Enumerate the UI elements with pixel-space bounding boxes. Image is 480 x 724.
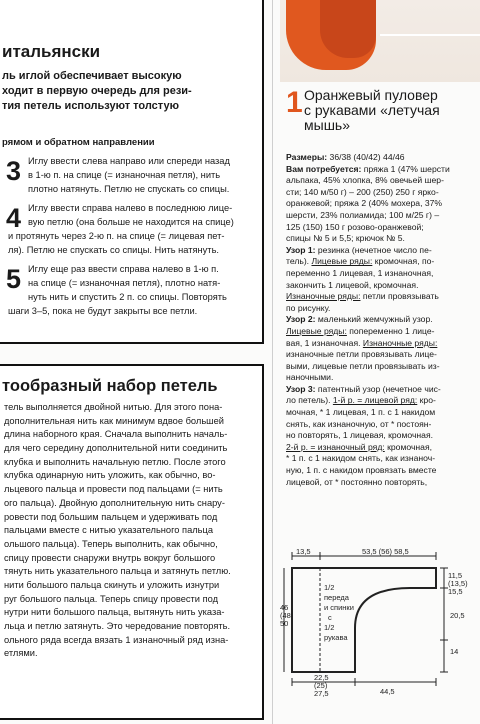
dim-label: 11,5 [448, 571, 463, 580]
instruction-line [286, 233, 450, 245]
instruction-line [286, 395, 450, 407]
dim-label: 15,5 [448, 587, 463, 596]
dim-label: 20,5 [450, 611, 465, 620]
instruction-line [286, 338, 450, 350]
piece-label: с [328, 613, 332, 622]
instruction-line [286, 465, 450, 477]
instruction-text: по рисунку. [286, 302, 331, 313]
body-line: дополнительная нить как минимум вдвое большей [4, 415, 224, 426]
instruction-text: патентный узор (нечетное чис- [315, 383, 441, 394]
body-line: тель выполняется двойной нитью. Для этого пона- [4, 402, 223, 412]
instruction-line [286, 187, 450, 199]
instruction-text: Узор 1: [286, 244, 316, 255]
instruction-text: кромочная, [384, 441, 432, 452]
body-line: спицу провести снаружи внутрь вокруг большого [4, 552, 216, 563]
instruction-text: кромочная, по- [372, 256, 435, 267]
instruction-text: Размеры: [286, 152, 328, 162]
body-line: нити большого пальца скинуть и уложить изнутри [4, 579, 220, 590]
intro-line-1: ль иглой обеспечивает высокую [2, 70, 182, 82]
instruction-line [286, 164, 450, 176]
body-line: ольшого пальца). Теперь выполнить, как обычно, [4, 538, 218, 549]
instruction-text: выми, лицевые петли провязывать из- [286, 360, 440, 371]
intro-line-2: ходит в первую очередь для рези- [2, 85, 192, 97]
instruction-text: Изнаночные ряды: [286, 291, 361, 302]
instruction-line [286, 372, 450, 384]
instruction-line [286, 291, 450, 303]
direction-note: рямом и обратном направлении [2, 137, 155, 148]
instruction-line [286, 419, 450, 431]
body-line: для чего середину дополнительной нити соединить [4, 443, 228, 454]
instruction-text: шерсти, 23% полиамида; 100 м/25 г) – [286, 209, 440, 220]
instruction-text: вая, 1 изнаночная. [286, 337, 363, 348]
step-line: вую петлю (она больше не находится на спице) [28, 217, 234, 227]
step-number: 5 [6, 264, 22, 294]
instruction-line [286, 245, 450, 257]
dim-label: (13,5) [448, 579, 468, 588]
column-divider [272, 0, 273, 724]
instruction-line [286, 477, 450, 489]
body-line: руг большого пальца. Теперь спицу провести под [4, 593, 219, 604]
dim-label: 22,5 [314, 673, 329, 682]
step-line: ля). Петлю не спускать со спицы. Нить натянуть. [8, 245, 219, 255]
instruction-text: * 1 п. с 1 накидом снять, как изнаноч- [286, 453, 436, 464]
product-photo [280, 0, 480, 82]
instruction-text: Изнаночные ряды: [362, 337, 438, 348]
dim-label: 44,5 [380, 687, 395, 696]
instruction-text: тель). [286, 256, 312, 267]
instruction-text: переменно 1 лицевая, 1 изнаночная, [286, 267, 434, 278]
instruction-text: оранжевой; пряжа 2 (40% мохера, 37% [286, 198, 443, 209]
instruction-text: 2-й р. = изнаночный ряд: [286, 441, 385, 452]
instruction-text: ло петель). [286, 395, 333, 406]
intro-line-3: тия петель используют толстую [2, 100, 179, 112]
body-line: клубка и выполнить начальную петлю. После этого [4, 456, 226, 467]
instruction-text: Вам потребуется: [286, 163, 362, 174]
instruction-text: Узор 2: [286, 314, 316, 325]
body-line: клубка одинарную нить уложить, как обычно, во- [4, 470, 216, 481]
piece-label: переда [324, 593, 349, 602]
body-line: пальцами вместе с нитью указательного пальца [4, 525, 214, 536]
instruction-line [286, 384, 450, 396]
instruction-line [286, 210, 450, 222]
instruction-line [286, 326, 450, 338]
instruction-text: Лицевые ряды: [286, 325, 347, 336]
instruction-text: изнаночные петли провязывать лице- [286, 349, 437, 360]
instruction-text: попеременно 1 лице- [346, 325, 435, 336]
step-line: Иглу ввести справа налево в последнюю лице- [28, 203, 233, 213]
instruction-line [286, 268, 450, 280]
body-line: льцевого пальца и провести под пальцами (= нить [4, 484, 223, 495]
instruction-text: Лицевые ряды: [311, 256, 373, 267]
instruction-text: снять, как изнаночную, от * постоян- [286, 418, 432, 429]
instruction-text: ную, 1 п. с накидом провязать вместе [286, 465, 437, 476]
instruction-text: спицы № 5 и 5,5; крючок № 5. [286, 233, 405, 244]
instruction-line [286, 349, 450, 361]
instruction-line [286, 280, 450, 292]
section-body [4, 401, 231, 661]
instruction-text: маленький жемчужный узор. [315, 314, 433, 325]
instruction-text: Узор 3: [286, 383, 316, 394]
instruction-line [286, 314, 450, 326]
instruction-text: кро- [417, 395, 436, 406]
instruction-line [286, 256, 450, 268]
instruction-text: наночными. [286, 372, 334, 383]
step-line: плотно натянуть. Петлю не спускать со спицы. [28, 184, 230, 194]
pattern-title: Оранжевый пуловер с рукавами «летучая мышь» [304, 87, 440, 133]
instruction-text: 125 (150) 150 г розово-оранжевой; [286, 221, 424, 232]
dim-label: (48) [280, 611, 294, 620]
dim-label: (25) [314, 681, 328, 690]
instruction-line [286, 175, 450, 187]
instruction-line [286, 222, 450, 234]
instruction-line [286, 442, 450, 454]
instruction-text: 36/38 (40/42) 44/46 [327, 152, 405, 162]
pattern-instructions [286, 152, 450, 488]
body-line: ровести под большим пальцем и удерживать под [4, 511, 218, 522]
body-line: длина наборного края. Сначала выполнить началь- [4, 429, 228, 440]
dim-label: 53,5 (56) 58,5 [362, 548, 409, 556]
instruction-text: лицевой, от * постоянно повторять, [286, 476, 428, 487]
step-line: нуть нить и спустить 2 п. со спицы. Повторять [28, 292, 227, 302]
step-number: 3 [6, 156, 22, 186]
instruction-line [286, 198, 450, 210]
body-line: ого пальца). Двойную дополнительную нить снару- [4, 497, 225, 508]
instruction-text: пряжа 1 (47% шерсти [361, 163, 450, 174]
body-line: льца и петлю затянуть. Это чередование повторять. [4, 621, 231, 631]
instruction-text: закончить 1 лицевой, кромочная. [286, 279, 419, 290]
schematic-diagram [280, 548, 480, 698]
step-line: Иглу ввести слева направо или спереди назад [28, 156, 230, 166]
step-line: на спице (= изнаночная петля), плотно натя- [28, 278, 221, 288]
section-thumb-cast-on [0, 364, 264, 720]
instruction-line [286, 453, 450, 465]
dim-label: 46 [280, 603, 289, 612]
dim-label: 50 [280, 619, 289, 628]
step-line: и протянуть через 2-ю п. на спице (= лицевая пет- [8, 231, 225, 241]
piece-label: рукава [324, 633, 348, 642]
dim-label: 14 [450, 647, 459, 656]
body-line: етлями. [4, 648, 38, 659]
instruction-line [286, 361, 450, 373]
section-title: итальянски [2, 42, 101, 61]
dim-label: 13,5 [296, 548, 311, 556]
step-line: шаги 3–5, пока не будут закрыты все петли. [8, 306, 198, 316]
instruction-line [286, 303, 450, 315]
piece-label: и спинки [324, 603, 354, 612]
section-title: тообразный набор петель [2, 377, 218, 395]
instruction-text: но повторять, 1 лицевая, кромочная. [286, 430, 433, 441]
instruction-line [286, 152, 450, 164]
step-line: Иглу еще раз ввести справа налево в 1-ю п. [28, 264, 219, 274]
step-line: в 1-ю п. на спице (= изнаночная петля), нить [28, 170, 221, 180]
instruction-text: резинка (нечетное число пе- [315, 244, 432, 255]
instruction-text: 1-й р. = лицевой ряд: [332, 395, 418, 406]
piece-label: 1/2 [324, 583, 335, 592]
instruction-text: петли провязывать [360, 291, 439, 302]
dim-label: 27,5 [314, 689, 329, 698]
instruction-line [286, 430, 450, 442]
instruction-text: мочная, * 1 лицевая, 1 п. с 1 накидом [286, 407, 436, 418]
body-line: ольного ряда всегда вязать 1 изнаночный ряд изна- [4, 634, 229, 645]
instruction-line [286, 407, 450, 419]
instruction-text: сти; 140 м/50 г) – 200 (250) 250 г ярко- [286, 186, 439, 197]
body-line: тянуть нить указательного пальца и затянуть петлю. [4, 566, 231, 577]
right-column [280, 0, 480, 724]
instruction-text: альпака, 45% хлопка, 8% овечьей шер- [286, 175, 444, 186]
section-italian-bindoff [0, 0, 264, 344]
piece-label: 1/2 [324, 623, 335, 632]
body-line: нутри нити большого пальца, вытянуть нить указа- [4, 607, 225, 618]
pattern-number: 1 [286, 86, 303, 119]
step-number: 4 [6, 203, 22, 233]
